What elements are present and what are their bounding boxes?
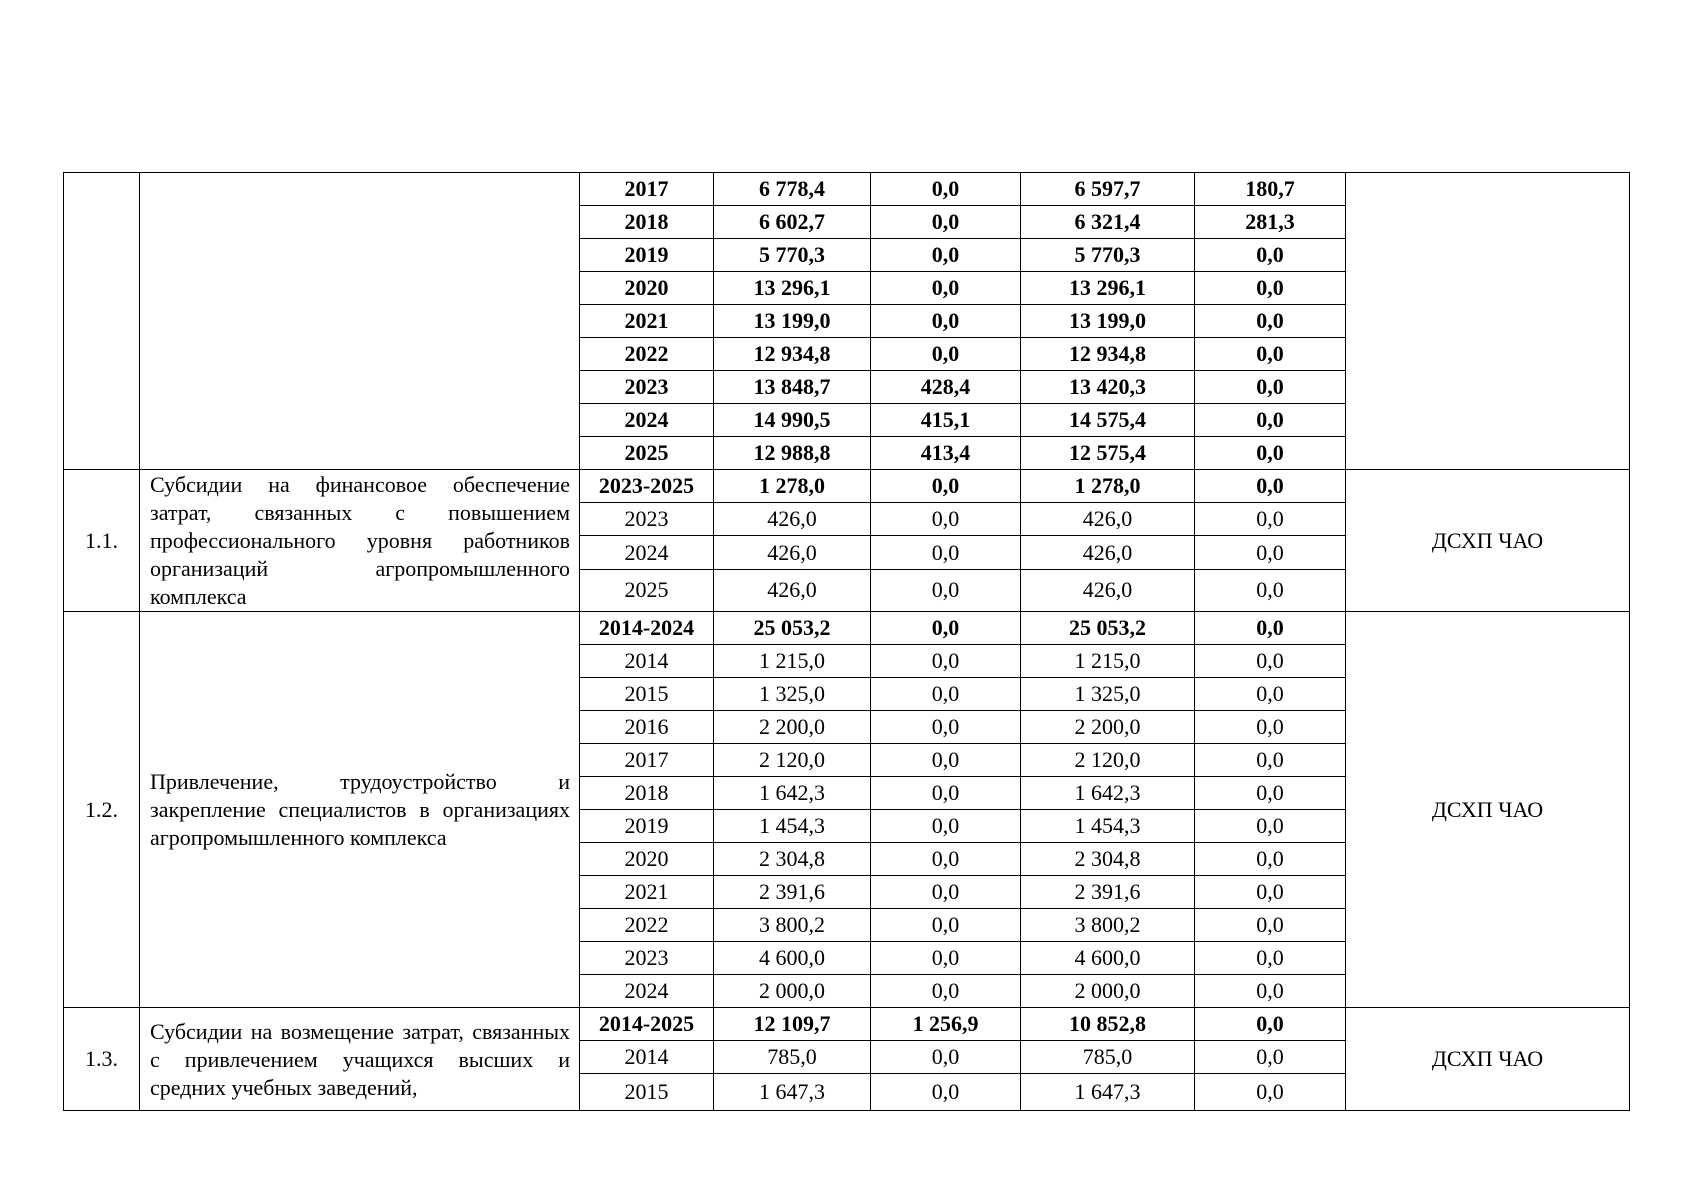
total-cell: 13 296,1 (714, 272, 871, 305)
district-budget-cell: 2 200,0 (1021, 711, 1195, 744)
other-sources-cell: 180,7 (1195, 173, 1346, 206)
period-cell: 2023 (580, 503, 714, 536)
federal-budget-cell: 0,0 (871, 173, 1021, 206)
other-sources-cell: 0,0 (1195, 1074, 1346, 1111)
other-sources-cell: 0,0 (1195, 437, 1346, 470)
district-budget-cell: 2 000,0 (1021, 975, 1195, 1008)
other-sources-cell: 0,0 (1195, 371, 1346, 404)
period-cell: 2015 (580, 678, 714, 711)
total-cell: 426,0 (714, 536, 871, 569)
federal-budget-cell: 428,4 (871, 371, 1021, 404)
item-index: 1.3. (64, 1008, 140, 1111)
total-cell: 785,0 (714, 1041, 871, 1074)
district-budget-cell: 10 852,8 (1021, 1008, 1195, 1041)
total-cell: 4 600,0 (714, 942, 871, 975)
period-cell: 2024 (580, 404, 714, 437)
document-page (63, 172, 1630, 1111)
district-budget-cell: 1 215,0 (1021, 645, 1195, 678)
district-budget-cell: 25 053,2 (1021, 612, 1195, 645)
table-row (64, 1008, 1630, 1041)
item-description: Субсидии на возмещение затрат, связанных с привлечением учащихся высших и средних учебных заведений, (150, 1018, 570, 1100)
total-cell: 1 454,3 (714, 810, 871, 843)
federal-budget-cell: 0,0 (871, 305, 1021, 338)
district-budget-cell: 2 391,6 (1021, 876, 1195, 909)
other-sources-cell: 0,0 (1195, 975, 1346, 1008)
total-cell: 2 000,0 (714, 975, 871, 1008)
district-budget-cell: 13 199,0 (1021, 305, 1195, 338)
period-cell: 2020 (580, 843, 714, 876)
district-budget-cell: 5 770,3 (1021, 239, 1195, 272)
federal-budget-cell: 0,0 (871, 569, 1021, 611)
item-description-cell (140, 1008, 580, 1111)
total-cell: 1 325,0 (714, 678, 871, 711)
other-sources-cell: 0,0 (1195, 711, 1346, 744)
other-sources-cell: 0,0 (1195, 470, 1346, 503)
federal-budget-cell: 0,0 (871, 239, 1021, 272)
federal-budget-cell: 0,0 (871, 645, 1021, 678)
total-cell: 12 988,8 (714, 437, 871, 470)
period-cell: 2024 (580, 536, 714, 569)
total-cell: 12 109,7 (714, 1008, 871, 1041)
total-cell: 6 778,4 (714, 173, 871, 206)
period-cell: 2014 (580, 1041, 714, 1074)
total-cell: 2 120,0 (714, 744, 871, 777)
executor-cell: ДСХП ЧАО (1346, 1008, 1630, 1111)
total-cell: 6 602,7 (714, 206, 871, 239)
federal-budget-cell: 0,0 (871, 942, 1021, 975)
district-budget-cell: 1 647,3 (1021, 1074, 1195, 1111)
other-sources-cell: 0,0 (1195, 1041, 1346, 1074)
item-description-cell (140, 470, 580, 612)
period-cell: 2024 (580, 975, 714, 1008)
period-cell: 2023 (580, 371, 714, 404)
federal-budget-cell: 0,0 (871, 206, 1021, 239)
district-budget-cell: 13 296,1 (1021, 272, 1195, 305)
total-cell: 3 800,2 (714, 909, 871, 942)
other-sources-cell: 0,0 (1195, 305, 1346, 338)
other-sources-cell: 0,0 (1195, 338, 1346, 371)
period-cell: 2023 (580, 942, 714, 975)
federal-budget-cell: 0,0 (871, 876, 1021, 909)
total-cell: 2 304,8 (714, 843, 871, 876)
federal-budget-cell: 0,0 (871, 810, 1021, 843)
total-cell: 426,0 (714, 569, 871, 611)
federal-budget-cell: 0,0 (871, 843, 1021, 876)
other-sources-cell: 0,0 (1195, 942, 1346, 975)
total-cell: 2 200,0 (714, 711, 871, 744)
federal-budget-cell: 0,0 (871, 744, 1021, 777)
federal-budget-cell: 0,0 (871, 711, 1021, 744)
other-sources-cell: 0,0 (1195, 810, 1346, 843)
total-cell: 2 391,6 (714, 876, 871, 909)
period-cell: 2014-2025 (580, 1008, 714, 1041)
period-cell: 2015 (580, 1074, 714, 1111)
federal-budget-cell: 0,0 (871, 612, 1021, 645)
period-cell: 2023-2025 (580, 470, 714, 503)
district-budget-cell: 426,0 (1021, 503, 1195, 536)
federal-budget-cell: 0,0 (871, 777, 1021, 810)
item-description: Субсидии на финансовое обеспечение затрат, связанных с повышением профессионального уровня работников организаций агропромышленного комплекса (150, 472, 570, 609)
district-budget-cell: 1 642,3 (1021, 777, 1195, 810)
total-cell: 426,0 (714, 503, 871, 536)
item-description-cell (140, 173, 580, 470)
other-sources-cell: 0,0 (1195, 272, 1346, 305)
total-cell: 12 934,8 (714, 338, 871, 371)
federal-budget-cell: 1 256,9 (871, 1008, 1021, 1041)
item-description (140, 321, 579, 322)
other-sources-cell: 0,0 (1195, 1008, 1346, 1041)
period-cell: 2025 (580, 437, 714, 470)
federal-budget-cell: 0,0 (871, 470, 1021, 503)
item-index: 1.2. (64, 612, 140, 1008)
executor-cell: ДСХП ЧАО (1346, 612, 1630, 1008)
item-index: 1.1. (64, 470, 140, 612)
other-sources-cell: 0,0 (1195, 645, 1346, 678)
federal-budget-cell: 0,0 (871, 338, 1021, 371)
other-sources-cell: 0,0 (1195, 612, 1346, 645)
federal-budget-cell: 415,1 (871, 404, 1021, 437)
total-cell: 25 053,2 (714, 612, 871, 645)
period-cell: 2014-2024 (580, 612, 714, 645)
district-budget-cell: 13 420,3 (1021, 371, 1195, 404)
total-cell: 5 770,3 (714, 239, 871, 272)
district-budget-cell: 4 600,0 (1021, 942, 1195, 975)
district-budget-cell: 426,0 (1021, 569, 1195, 611)
period-cell: 2019 (580, 810, 714, 843)
total-cell: 1 642,3 (714, 777, 871, 810)
period-cell: 2018 (580, 777, 714, 810)
total-cell: 1 278,0 (714, 470, 871, 503)
period-cell: 2025 (580, 569, 714, 611)
other-sources-cell: 0,0 (1195, 404, 1346, 437)
other-sources-cell: 0,0 (1195, 909, 1346, 942)
other-sources-cell: 0,0 (1195, 503, 1346, 536)
federal-budget-cell: 0,0 (871, 536, 1021, 569)
district-budget-cell: 6 597,7 (1021, 173, 1195, 206)
federal-budget-cell: 0,0 (871, 1074, 1021, 1111)
federal-budget-cell: 0,0 (871, 678, 1021, 711)
table-row (64, 470, 1630, 503)
period-cell: 2018 (580, 206, 714, 239)
item-description-cell (140, 612, 580, 1008)
period-cell: 2022 (580, 909, 714, 942)
federal-budget-cell: 0,0 (871, 909, 1021, 942)
period-cell: 2017 (580, 173, 714, 206)
table-row (64, 173, 1630, 206)
district-budget-cell: 2 120,0 (1021, 744, 1195, 777)
table-body (64, 173, 1630, 1111)
period-cell: 2017 (580, 744, 714, 777)
federal-budget-cell: 0,0 (871, 1041, 1021, 1074)
federal-budget-cell: 413,4 (871, 437, 1021, 470)
district-budget-cell: 1 325,0 (1021, 678, 1195, 711)
item-description: Привлечение, трудоустройство и закрепление специалистов в организациях агропромышленного комплекса (150, 769, 570, 850)
federal-budget-cell: 0,0 (871, 975, 1021, 1008)
period-cell: 2019 (580, 239, 714, 272)
other-sources-cell: 0,0 (1195, 744, 1346, 777)
period-cell: 2014 (580, 645, 714, 678)
district-budget-cell: 1 454,3 (1021, 810, 1195, 843)
other-sources-cell: 0,0 (1195, 843, 1346, 876)
executor-cell: ДСХП ЧАО (1346, 470, 1630, 612)
other-sources-cell: 0,0 (1195, 678, 1346, 711)
item-index (64, 173, 140, 470)
period-cell: 2022 (580, 338, 714, 371)
executor-cell (1346, 173, 1630, 470)
district-budget-cell: 12 934,8 (1021, 338, 1195, 371)
other-sources-cell: 0,0 (1195, 876, 1346, 909)
total-cell: 1 215,0 (714, 645, 871, 678)
district-budget-cell: 6 321,4 (1021, 206, 1195, 239)
total-cell: 14 990,5 (714, 404, 871, 437)
federal-budget-cell: 0,0 (871, 503, 1021, 536)
period-cell: 2020 (580, 272, 714, 305)
period-cell: 2021 (580, 305, 714, 338)
federal-budget-cell: 0,0 (871, 272, 1021, 305)
total-cell: 1 647,3 (714, 1074, 871, 1111)
period-cell: 2021 (580, 876, 714, 909)
district-budget-cell: 2 304,8 (1021, 843, 1195, 876)
other-sources-cell: 0,0 (1195, 777, 1346, 810)
other-sources-cell: 281,3 (1195, 206, 1346, 239)
district-budget-cell: 14 575,4 (1021, 404, 1195, 437)
district-budget-cell: 1 278,0 (1021, 470, 1195, 503)
period-cell: 2016 (580, 711, 714, 744)
funding-table (63, 172, 1630, 1111)
district-budget-cell: 12 575,4 (1021, 437, 1195, 470)
district-budget-cell: 785,0 (1021, 1041, 1195, 1074)
total-cell: 13 848,7 (714, 371, 871, 404)
district-budget-cell: 426,0 (1021, 536, 1195, 569)
table-row (64, 612, 1630, 645)
total-cell: 13 199,0 (714, 305, 871, 338)
other-sources-cell: 0,0 (1195, 536, 1346, 569)
other-sources-cell: 0,0 (1195, 569, 1346, 611)
other-sources-cell: 0,0 (1195, 239, 1346, 272)
district-budget-cell: 3 800,2 (1021, 909, 1195, 942)
